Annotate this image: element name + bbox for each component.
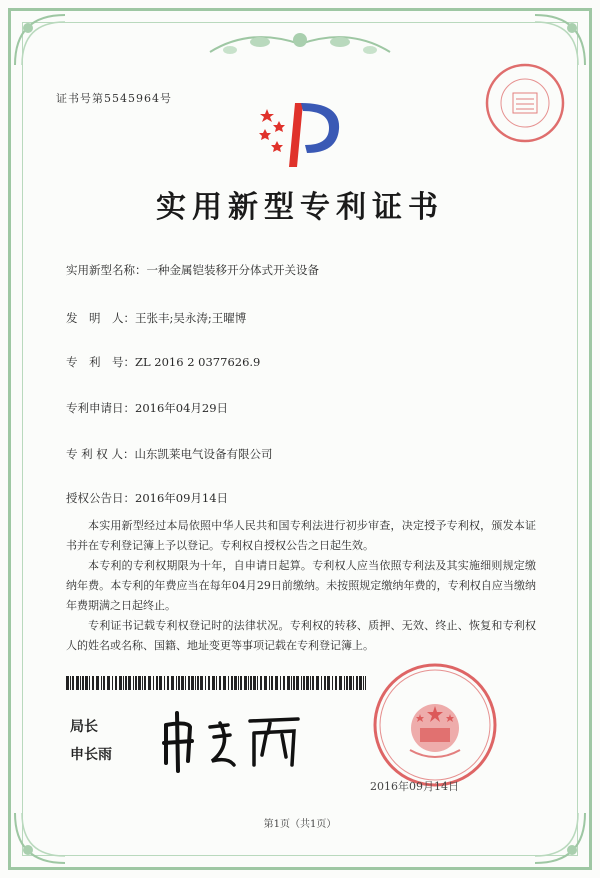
field-label: 实用新型名称：	[66, 263, 147, 277]
field-patent-number	[66, 354, 260, 370]
field-value: 2016年09月14日	[135, 491, 229, 505]
paragraph: 本专利的专利权期限为十年，自申请日起算。专利权人应当依照专利法及其实施细则规定缴纳年费。本专利的年费应当在每年04月29日前缴纳。未按照规定缴纳年费的，专利权自应当缴纳年费期满之日起终止。	[66, 559, 536, 612]
certificate-title: 实用新型专利证书	[156, 190, 444, 225]
certificate-number: 证书号第5545964号	[56, 92, 172, 105]
patent-office-logo	[255, 95, 355, 175]
field-label: 专 利 号：	[66, 355, 135, 369]
certificate-body-text	[66, 516, 536, 656]
field-label: 专利申请日：	[66, 401, 135, 415]
field-value: 山东凯莱电气设备有限公司	[134, 447, 273, 461]
page-number: 第1页（共1页）	[263, 819, 337, 830]
paragraph: 本实用新型经过本局依照中华人民共和国专利法进行初步审查，决定授予专利权，颁发本证书并在专利登记簿上予以登记。专利权自授权公告之日起生效。	[66, 519, 536, 552]
field-label: 发 明 人：	[66, 311, 135, 325]
issue-date: 2016年09月14日	[370, 780, 459, 793]
seal-top-stamp	[482, 60, 568, 146]
field-value: 王张丰;吴永涛;王曜博	[135, 311, 247, 325]
national-ip-office-seal	[370, 660, 500, 790]
field-value: ZL 2016 2 0377626.9	[135, 355, 261, 369]
field-inventors	[66, 310, 246, 326]
barcode	[66, 676, 366, 690]
director-title: 局长	[70, 719, 98, 735]
field-patentee	[66, 446, 272, 462]
director-signature	[158, 705, 308, 775]
top-floral-ornament	[200, 22, 400, 66]
field-application-date	[66, 400, 228, 416]
field-value: 2016年04月29日	[135, 401, 229, 415]
field-label: 专 利 权 人：	[66, 447, 135, 461]
corner-ornament-top-left	[10, 10, 70, 70]
field-label: 授权公告日：	[66, 491, 135, 505]
paragraph: 专利证书记载专利权登记时的法律状况。专利权的转移、质押、无效、终止、恢复和专利权人的姓名或名称、国籍、地址变更等事项记载在专利登记簿上。	[66, 619, 536, 652]
field-value: 一种金属铠装移开分体式开关设备	[146, 263, 319, 277]
director-name-printed: 申长雨	[70, 747, 112, 763]
field-utility-model-name	[66, 262, 319, 278]
field-grant-date	[66, 490, 228, 506]
